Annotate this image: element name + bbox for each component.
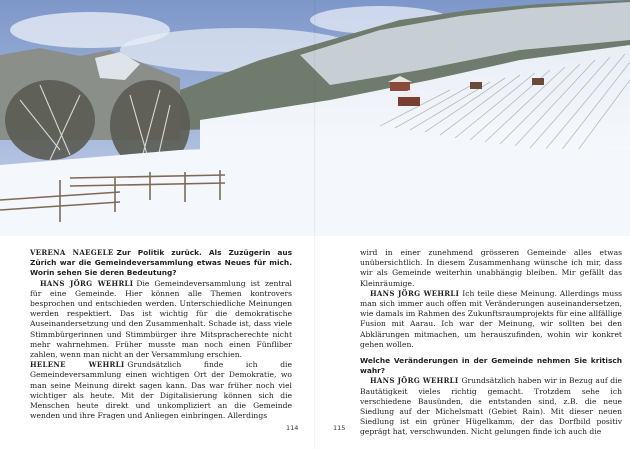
answer-text: Ich teile diese Meinung. Allerdings muss man sich immer auch offen mit Veränderungen auseinandersetzen, wie damals im Rahmen des Zukunftsraumprojekts für eine allfällige Fusion mit Aarau. Ich war der Meinung, wir sollten bei den Abklärungen mitmachen, um herauszufinden, wohin wir konkret gehen wollen.	[360, 288, 623, 349]
answer-text: Die Gemeindeversammlung ist zentral für eine Gemeinde. Hier können alle Themen kontrovers besprochen und entschieden werden. Unterschiedliche Meinungen werden respektiert. Das ist wichtig für die demokratische Auseinandersetzung und den Zusammenhalt. Schade ist, dass viele Stimmbürgerinnen und Stimmbürger ihre Mitspracherechte nicht mehr wahrnehmen. Früher musste man noch einen Fünfliber zahlen, wenn man nicht an der Versammlung erschien.	[30, 278, 292, 360]
question-block	[30, 248, 292, 279]
answer-block	[30, 360, 292, 421]
speaker-name: HANS JÖRG WEHRLI	[370, 288, 460, 298]
question-text: Zur Politik zurück. Als Zuzügerin aus Zürich war die Gemeindeversammlung etwas Neues für mich. Worin sehen Sie deren Bedeutung?	[30, 248, 292, 278]
right-column	[360, 248, 622, 438]
answer-text: Grundsätzlich haben wir in Bezug auf die Bautätigkeit vieles richtig gemacht. Trotzdem sehe ich verschiedene Bausünden, die entstanden sind, z.B. die neue Siedlung auf der Michelsmatt (Gebiet Rain). Mit dieser neuen Siedlung ist ein grüner Hügelkamm, der das Dorfbild positiv geprägt hat, verschwunden. Nicht gelungen finde ich auch die	[360, 376, 622, 437]
page-gutter	[314, 0, 316, 449]
answer-block	[360, 376, 622, 437]
page-number-left: 114	[286, 424, 299, 432]
speaker-name: HANS JÖRG WEHRLI	[40, 278, 134, 288]
question-block	[360, 356, 622, 376]
answer-block	[360, 289, 622, 350]
speaker-name: VERENA NAEGELE	[30, 248, 114, 257]
question-text: Welche Veränderungen in der Gemeinde nehmen Sie kritisch wahr?	[360, 356, 622, 376]
page-number-right: 115	[333, 424, 346, 432]
left-column	[30, 248, 292, 421]
speaker-name: HANS JÖRG WEHRLI	[370, 376, 459, 386]
answer-continuation: wird in einer zunehmend grösseren Gemeinde alles etwas unübersichtlich. In diesem Zusammenhang wünsche ich mir, dass wir als Gemeinde weiterhin unabhängig bleiben. Mir gefällt das Kleinräumige.	[360, 248, 622, 288]
speaker-name: HELENE WEHRLI	[30, 360, 125, 370]
answer-text: Grundsätzlich finde ich die Gemeindeversammlung einen wichtigen Ort der Demokratie, wo man seine Meinung direkt sagen kann. Das war früher noch viel wichtiger als heute. Mit der Digitalisierung können sich die Menschen heute direkt und unkompliziert an die Gemeinde wenden und ihre Fragen und Anliegen einbringen. Allerdings	[30, 360, 292, 421]
answer-block	[30, 279, 292, 361]
